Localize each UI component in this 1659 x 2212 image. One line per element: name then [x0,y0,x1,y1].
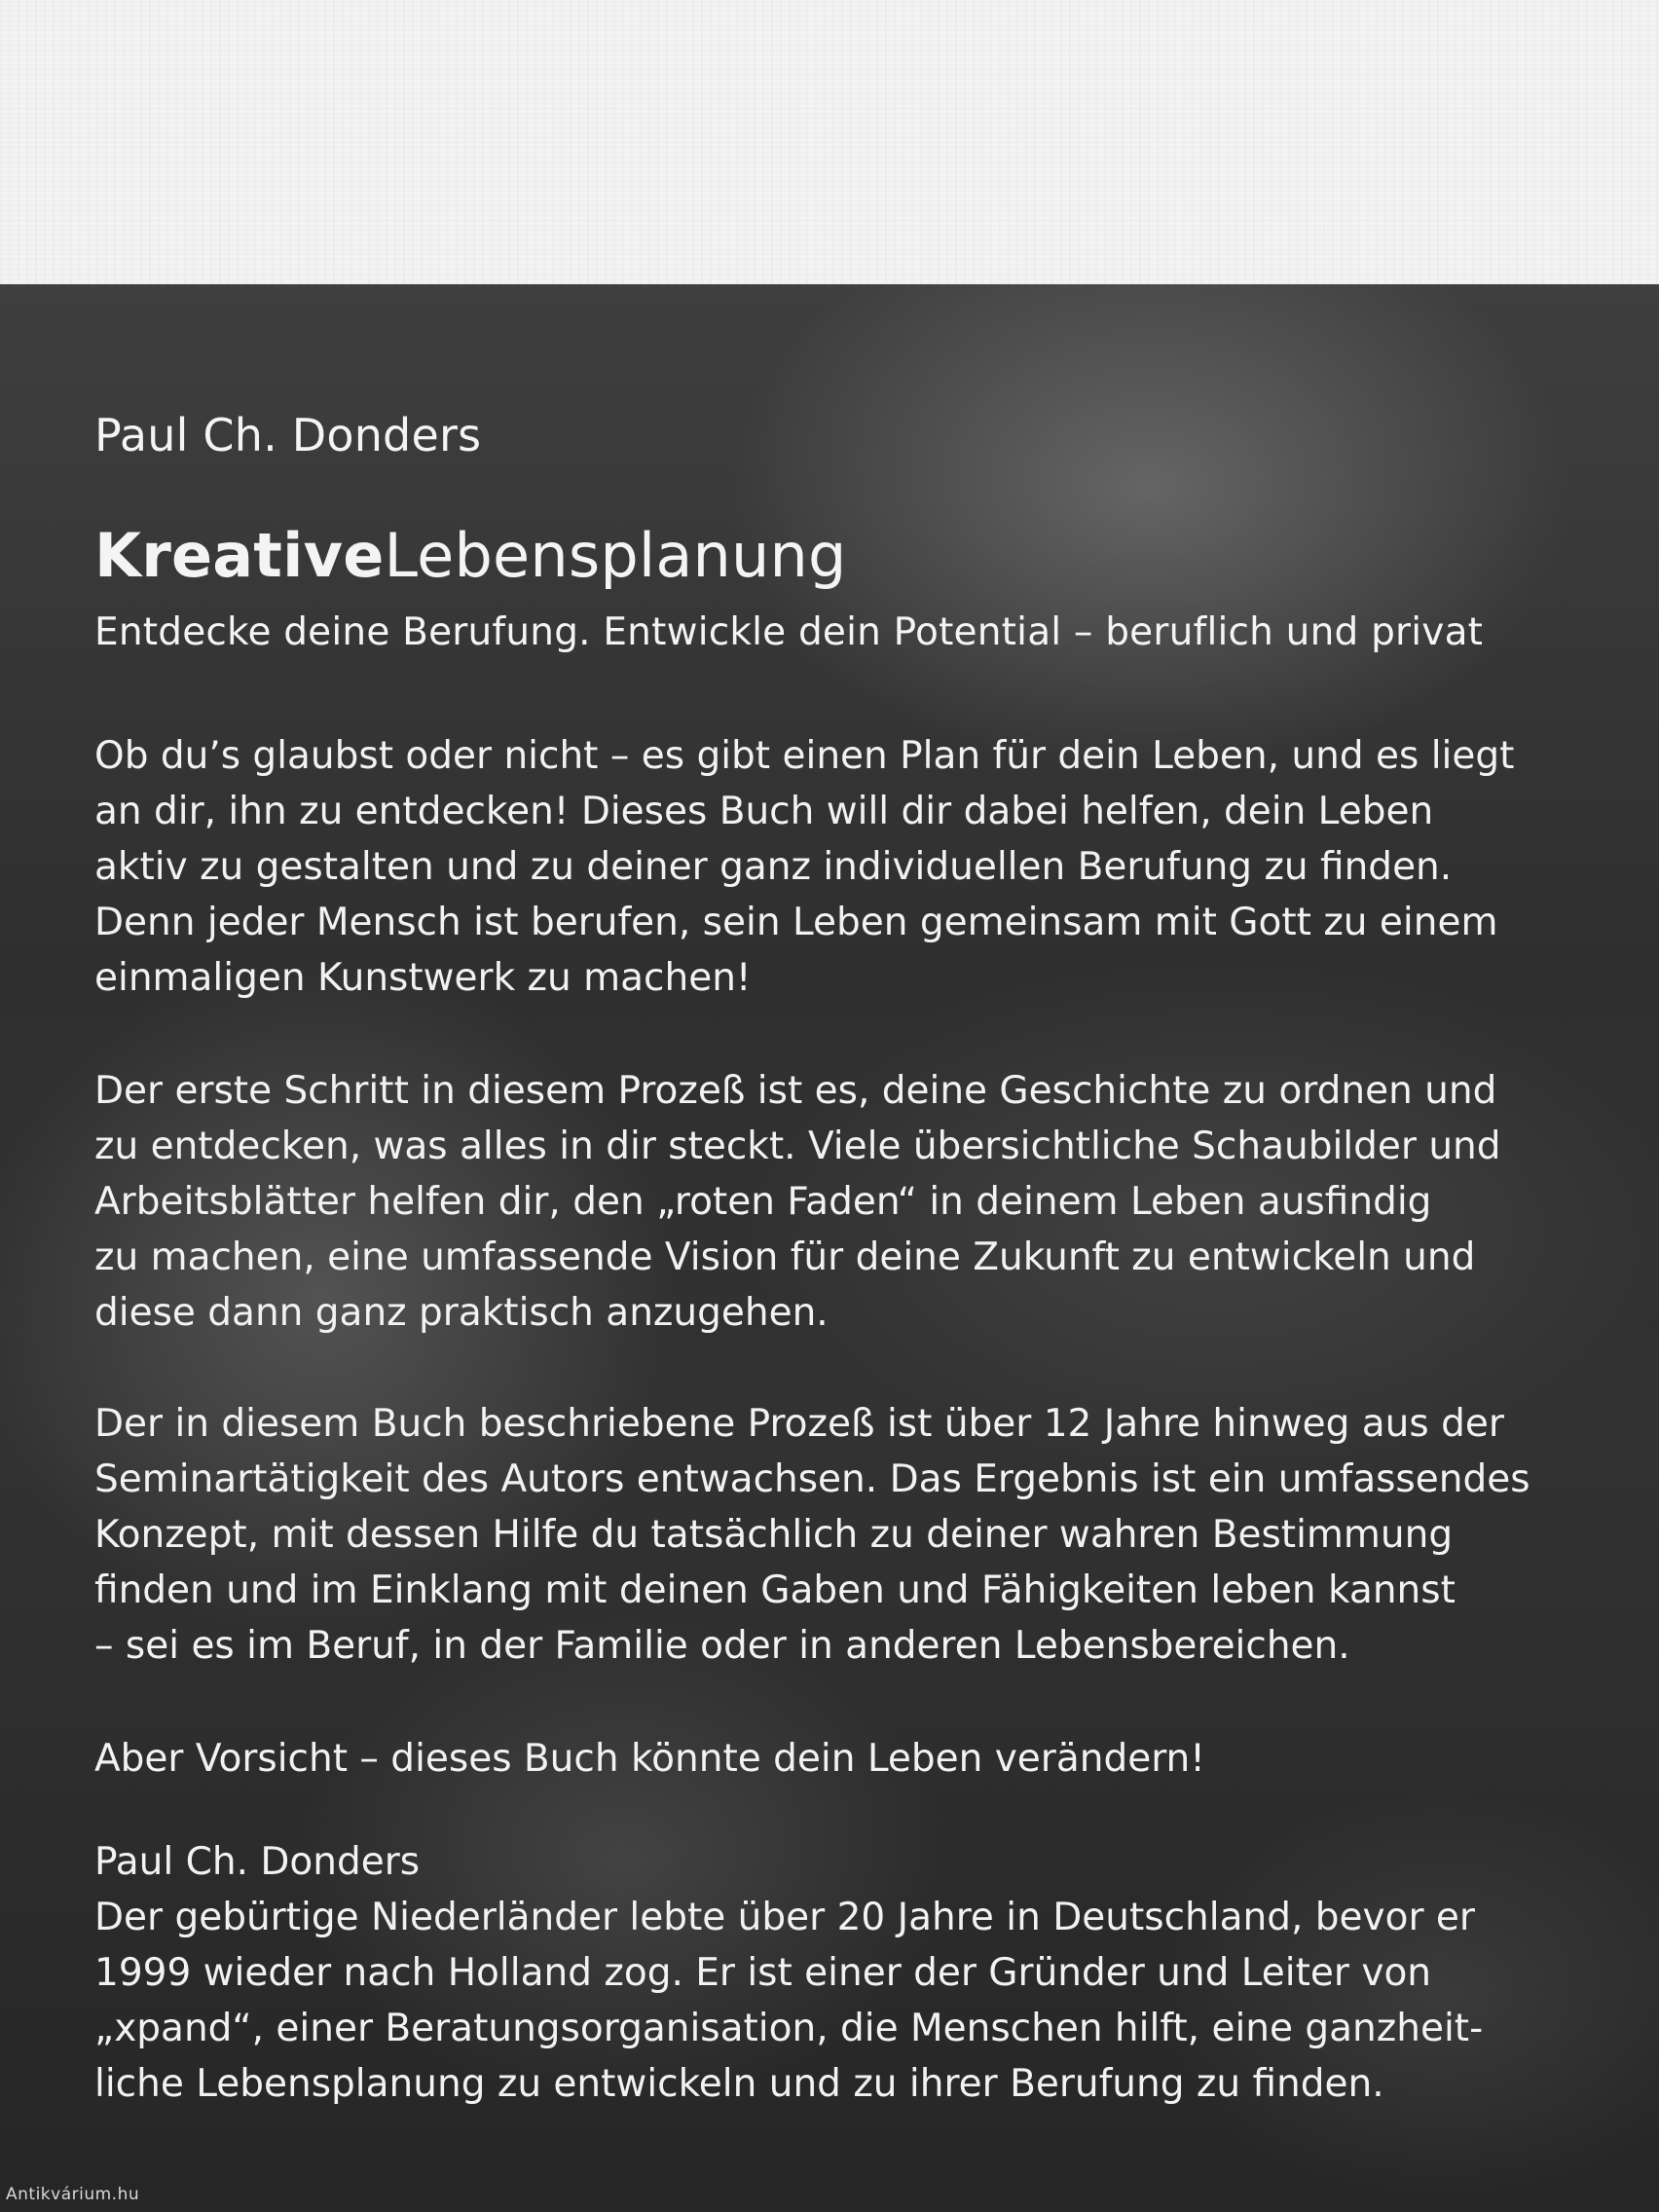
text-line: Der erste Schritt in diesem Prozeß ist es, deine Geschichte zu ordnen und [94,1069,1497,1113]
text-line: einmaligen Kunstwerk zu machen! [94,956,752,1000]
text-line: aktiv zu gestalten und zu deiner ganz individuellen Berufung zu finden. [94,845,1453,889]
text-line: 1999 wieder nach Holland zog. Er ist einer der Gründer und Leiter von [94,1951,1432,1995]
book-title-bold: Kreative [94,520,385,591]
text-line: zu machen, eine umfassende Vision für deine Zukunft zu entwickeln und [94,1235,1476,1279]
text-line: Seminartätigkeit des Autors entwachsen. Das Ergebnis ist ein umfassendes [94,1457,1530,1501]
bio-author-name: Paul Ch. Donders [94,1840,421,1884]
text-line: Der in diesem Buch beschriebene Prozeß ist über 12 Jahre hinweg aus der [94,1402,1504,1446]
text-line: – sei es im Beruf, in der Familie oder in anderen Lebensbereichen. [94,1624,1350,1668]
blurb-paragraph-2 [94,1063,1501,1341]
text-line: finden und im Einklang mit deinen Gaben und Fähigkeiten leben kannst [94,1568,1456,1612]
book-subtitle: Entdecke deine Berufung. Entwickle dein Potential – beruflich und privat [94,610,1484,654]
text-line: an dir, ihn zu entdecken! Dieses Buch will dir dabei helfen, dein Leben [94,790,1434,833]
text-line: Ob du’s glaubst oder nicht – es gibt einen Plan für dein Leben, und es liegt [94,734,1515,778]
book-title-regular: Lebensplanung [384,520,847,591]
text-line: Denn jeder Mensch ist berufen, sein Leben gemeinsam mit Gott zu einem [94,901,1498,944]
text-line: Konzept, mit dessen Hilfe du tatsächlich zu deiner wahren Bestimmung [94,1513,1454,1557]
text-line: „xpand“, einer Beratungsorganisation, die Menschen hilft, eine ganzheit- [94,2007,1484,2050]
watermark: Antikvárium.hu [6,2185,140,2204]
blurb-paragraph-4 [94,1731,1205,1787]
book-back-cover [0,284,1659,2212]
author-bio [94,1890,1483,2112]
blurb-paragraph-1 [94,728,1514,1006]
book-title [94,520,847,592]
text-line: Aber Vorsicht – dieses Buch könnte dein Leben verändern! [94,1737,1205,1781]
author-name: Paul Ch. Donders [94,409,482,461]
text-line: diese dann ganz praktisch anzugehen. [94,1291,829,1335]
text-line: Arbeitsblätter helfen dir, den „roten Faden“ in deinem Leben ausfindig [94,1180,1432,1224]
paper-background [0,0,1659,284]
blurb-paragraph-3 [94,1396,1530,1674]
text-line: liche Lebensplanung zu entwickeln und zu ihrer Berufung zu finden. [94,2062,1384,2106]
text-line: zu entdecken, was alles in dir steckt. Viele übersichtliche Schaubilder und [94,1124,1501,1168]
text-line: Der gebürtige Niederländer lebte über 20 Jahre in Deutschland, bevor er [94,1896,1475,1939]
